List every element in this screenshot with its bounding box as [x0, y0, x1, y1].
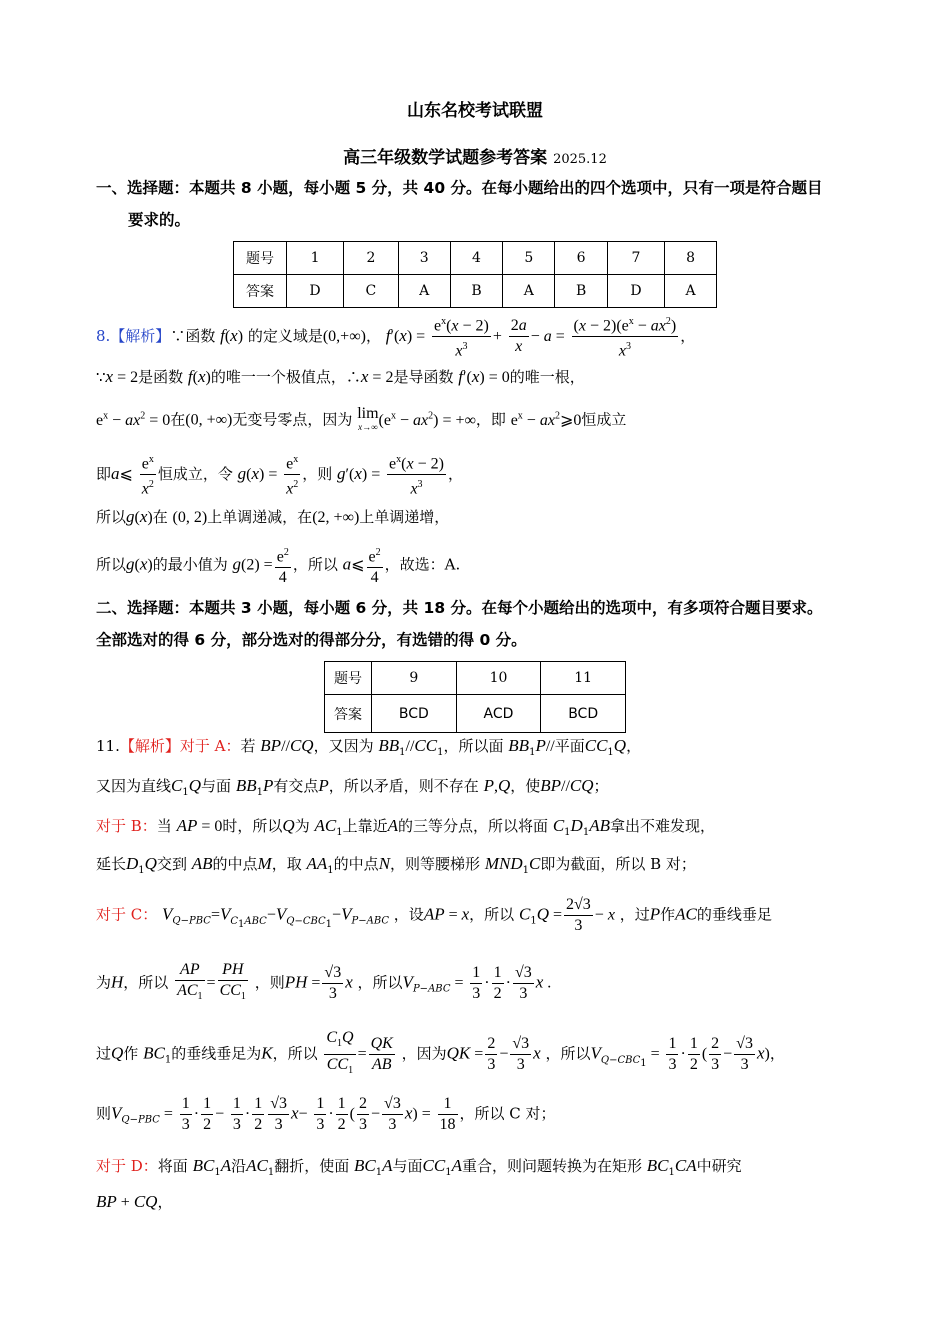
exam-date: 2025.12	[553, 152, 607, 167]
q8-line4: 即a⩽ $\frac{e^x}{x^2}$ 恒成立，令 g(x) = $\frac{e^x}{x^2}$ ，则 g′(x) = $\frac{e^x(x - 2)}{x^3}$ ，	[96, 450, 866, 500]
q11-text: 即为截面，所以 B 对；	[540, 855, 696, 873]
q11-tag: 【解析】	[119, 737, 180, 755]
q11-line5: 对于 C： $V_{Q-PBC}=V_{C_1ABC}-V_{Q-CBC_1}-V_{P-ABC}$ ，设AP = x，所以 $C_1Q$ = $\frac{2√3}{3}$ − x ，过P作AC的垂线垂足	[96, 896, 772, 934]
table-header-cell: 答案	[234, 275, 287, 308]
q8-text: 恒成立	[581, 410, 627, 429]
q11-text: ，又因为	[313, 737, 374, 755]
table-cell: 2	[344, 242, 399, 275]
q11-text: 拿出不难发现，	[609, 817, 715, 835]
q11-number: 11.	[96, 737, 120, 755]
q11-text: 时，所以	[222, 817, 283, 835]
table-row	[234, 242, 717, 275]
q11-text: 的中点	[333, 855, 379, 873]
q11-text: 又因为直线	[96, 777, 172, 795]
q11-text: 为	[294, 817, 310, 835]
table-cell: BCD	[372, 695, 457, 733]
q11-text: 延长	[96, 855, 127, 873]
q11-text: 中研究	[696, 1157, 742, 1175]
q8-text: 在	[152, 508, 168, 526]
table-cell: B	[450, 275, 503, 308]
q8-text: ∵函数	[170, 326, 216, 345]
table-header-cell: 题号	[325, 662, 372, 695]
q11-line1: 11.【解析】对于 A：若 BP//CQ，又因为 $BB_1//CC_1$，所以面 $BB_1P//$平面$CC_1Q$，	[96, 736, 642, 758]
table-cell: 11	[541, 662, 626, 695]
table-cell: B	[555, 275, 608, 308]
document-title: 山东名校考试联盟	[407, 101, 543, 121]
q8-text: 的最小值为	[152, 555, 228, 574]
table-cell: C	[344, 275, 399, 308]
document-subtitle	[0, 143, 950, 168]
q8-text: ，所以	[292, 555, 338, 574]
table-cell: 3	[398, 242, 450, 275]
q8-text: 是导函数	[393, 368, 454, 386]
table-cell: A	[398, 275, 450, 308]
q8-line5: 所以g(x)在 (0, 2)上单调递减，在(2, +∞)上单调递增，	[96, 507, 450, 526]
q11-text: 平面	[554, 737, 585, 755]
q11-text: ，则	[254, 973, 285, 992]
q8-text: 在	[170, 410, 186, 429]
q11-text: 过	[96, 1044, 112, 1063]
q11-text: ，取	[271, 855, 302, 873]
q11-text: 上靠近	[342, 817, 388, 835]
table-row	[325, 695, 626, 733]
answer-table-2	[324, 661, 626, 733]
q11-text: 的垂线垂足为	[171, 1044, 262, 1063]
q8-text: 即	[96, 464, 112, 483]
table-cell: D	[607, 275, 664, 308]
q11-option-c-label: 对于 C：	[96, 905, 158, 924]
answer-table-1	[233, 241, 717, 308]
q11-text: ，所以	[272, 1044, 318, 1063]
q8-tag: 8.【解析】	[96, 326, 171, 345]
q11-text: 的中点	[212, 855, 258, 873]
q11-text: 有交点	[273, 777, 319, 795]
q11-line9: 对于 D：将面 $BC_1A$沿$AC_1$翻折，使面 $BC_1A$与面$CC_1A$重合，则问题转换为在矩形 $BC_1CA$中研究	[96, 1156, 742, 1178]
q11-text: 交到	[156, 855, 187, 873]
q11-text: ，所以 C 对；	[459, 1104, 556, 1123]
q8-line6: 所以g(x)的最小值为 g(2) = $\frac{e^2}{4}$ ，所以 a⩽ $\frac{e^2}{4}$ ，故选：A.	[96, 543, 866, 588]
table-cell: 9	[372, 662, 457, 695]
section2-line1: 二、选择题：本题共 3 小题，每小题 6 分，共 18 分。在每个小题给出的选项中，有多项符合题目要求。	[96, 599, 823, 617]
table-cell: ACD	[456, 695, 541, 733]
q11-option-a-label: 对于 A：	[179, 737, 241, 755]
q11-text: 重合，则问题转换为在矩形	[461, 1157, 642, 1175]
q11-text: ，所以矛盾，则不存在	[328, 777, 479, 795]
q11-text: ，所以面	[443, 737, 504, 755]
q11-text: ，所以	[545, 1044, 591, 1063]
q8-text: ，则	[302, 464, 333, 483]
table-cell: 1	[287, 242, 344, 275]
table-row	[234, 275, 717, 308]
table-cell: 7	[607, 242, 664, 275]
table-cell: 10	[456, 662, 541, 695]
q11-text: ，设	[393, 905, 424, 924]
table-header-cell: 答案	[325, 695, 372, 733]
q11-text: 作	[660, 905, 676, 924]
table-cell: 4	[450, 242, 503, 275]
q11-text: 的垂线垂足	[696, 905, 772, 924]
q11-text: ，使	[510, 777, 541, 795]
q8-math: (0,+∞)	[322, 327, 366, 345]
q11-text: 为	[96, 973, 112, 992]
section2-line2: 全部选对的得 6 分，部分选对的得部分分，有选错的得 0 分。	[96, 631, 527, 649]
table-cell: D	[287, 275, 344, 308]
q11-text: ，所以	[469, 905, 515, 924]
table-cell: 5	[503, 242, 555, 275]
table-row	[325, 662, 626, 695]
q8-text: 是函数	[138, 368, 184, 386]
q11-text: ，则等腰梯形	[390, 855, 481, 873]
q11-text: 翻折，使面	[274, 1157, 350, 1175]
table-cell: 6	[555, 242, 608, 275]
q8-line2: ∵x = 2是函数 f(x)的唯一一个极值点，∴x = 2是导函数 f′(x) = 0的唯一根，	[96, 367, 585, 386]
q8-text: 上单调递增，	[359, 508, 450, 526]
q8-text: 的唯一根，	[509, 368, 585, 386]
table-header-cell: 题号	[234, 242, 287, 275]
q11-text: 当	[156, 817, 172, 835]
q8-text: 所以	[96, 508, 127, 526]
q11-line2: 又因为直线$C_1Q$与面 $BB_1P$有交点P，所以矛盾，则不存在 P,Q，使BP//CQ；	[96, 776, 609, 798]
q11-line10: BP + CQ，	[96, 1192, 173, 1211]
q11-text: ，因为	[401, 1044, 447, 1063]
q8-text: 上单调递减，在	[207, 508, 313, 526]
q11-line4: 延长$D_1Q$交到 AB的中点M，取 $AA_1$的中点N，则等腰梯形 $MND_1C$即为截面，所以 B 对；	[96, 854, 696, 876]
q8-text: 恒成立，令	[157, 464, 233, 483]
q8-text: 的唯一一个极值点，∴	[210, 368, 361, 386]
table-cell: BCD	[541, 695, 626, 733]
q11-text: 沿	[231, 1157, 247, 1175]
section2-heading	[96, 592, 856, 656]
table-cell: A	[503, 275, 555, 308]
q11-text: 与面	[392, 1157, 423, 1175]
q8-line3: $e^x - ax^2 = 0$在(0, +∞)无变号零点，因为 lim $x\to\infty(e^x - ax^2)$ = +∞，即 $e^x$ − $ax^2⩾0$恒成立	[96, 405, 627, 432]
section1-heading	[96, 172, 856, 236]
q11-text: 将面	[157, 1157, 188, 1175]
q11-option-d-label: 对于 D：	[96, 1157, 158, 1175]
q8-text: 无变号零点，因为	[232, 410, 353, 429]
q11-line6: 为H，所以 $\frac{AP}{AC_1}$ = $\frac{PH}{CC_1}$ ，则PH = $\frac{√3}{3}$ x ，所以$V_{P-ABC}$ = $\frac{1}{3}$ · $\frac{1}{2}$ · $\frac{√3}{3}$ x .	[96, 961, 552, 1003]
q11-line3: 对于 B：当 AP = 0时，所以Q为 $AC_1$上靠近A的三等分点，所以将面 $C_1D_1AB$拿出不难发现，	[96, 816, 715, 838]
q11-option-b-label: 对于 B：	[96, 817, 157, 835]
section1-line1: 一、选择题：本题共 8 小题，每小题 5 分，共 40 分。在每小题给出的四个选项中，只有一项是符合题目	[96, 179, 823, 197]
q8-line1: 8.【解析】∵函数 f(x) 的定义域是(0,+∞)， f′(x) = $\frac{e^x(x - 2)}{x^3}$ + $\frac{2a}{x}$ − a = $\frac{(x - 2)(e^x - ax^2)}{x^3}$ ，	[96, 312, 866, 362]
section1-line2: 要求的。	[128, 211, 191, 229]
table-cell: A	[665, 275, 717, 308]
q11-text: ，所以	[357, 973, 403, 992]
q8-text: ∵	[96, 368, 106, 386]
q8-text: 的定义域是	[247, 326, 323, 345]
subtitle-text: 高三年级数学试题参考答案	[343, 148, 548, 168]
q11-text: 若	[240, 737, 256, 755]
q11-text: 作	[123, 1044, 139, 1063]
q11-text: 则	[96, 1104, 112, 1123]
q11-text: ，所以	[123, 973, 169, 992]
q8-text: ，即	[475, 410, 506, 429]
q8-text: 所以	[96, 555, 127, 574]
q11-text: ，过	[619, 905, 650, 924]
q8-text: ，故选：A.	[384, 555, 461, 574]
q11-text: 与面	[201, 777, 232, 795]
q11-line8: 则$V_{Q-PBC}$ = $\frac{1}{3}$ · $\frac{1}{2}$ − $\frac{1}{3}$ · $\frac{1}{2}$ $\frac{√3}{3}$ x− $\frac{1}{3}$ · $\frac{1}{2}$ ( $\frac{2}{3}$ − $\frac{√3}{3}$ x) = $\frac{1}{18}$ ，所以 C 对；	[96, 1095, 556, 1133]
table-cell: 8	[665, 242, 717, 275]
q11-line7: 过Q作 $BC_1$的垂线垂足为K，所以 $\frac{C_1Q}{CC_1}$ = $\frac{QK}{AB}$ ，因为QK = $\frac{2}{3}$ − $\frac{√3}{3}$ x ，所以$V_{Q-CBC_1}$ = $\frac{1}{3}$ · $\frac{1}{2}$ ( $\frac{2}{3}$ − $\frac{√3}{3}$ x)，	[96, 1029, 785, 1077]
q11-text: 的三等分点，所以将面	[398, 817, 549, 835]
